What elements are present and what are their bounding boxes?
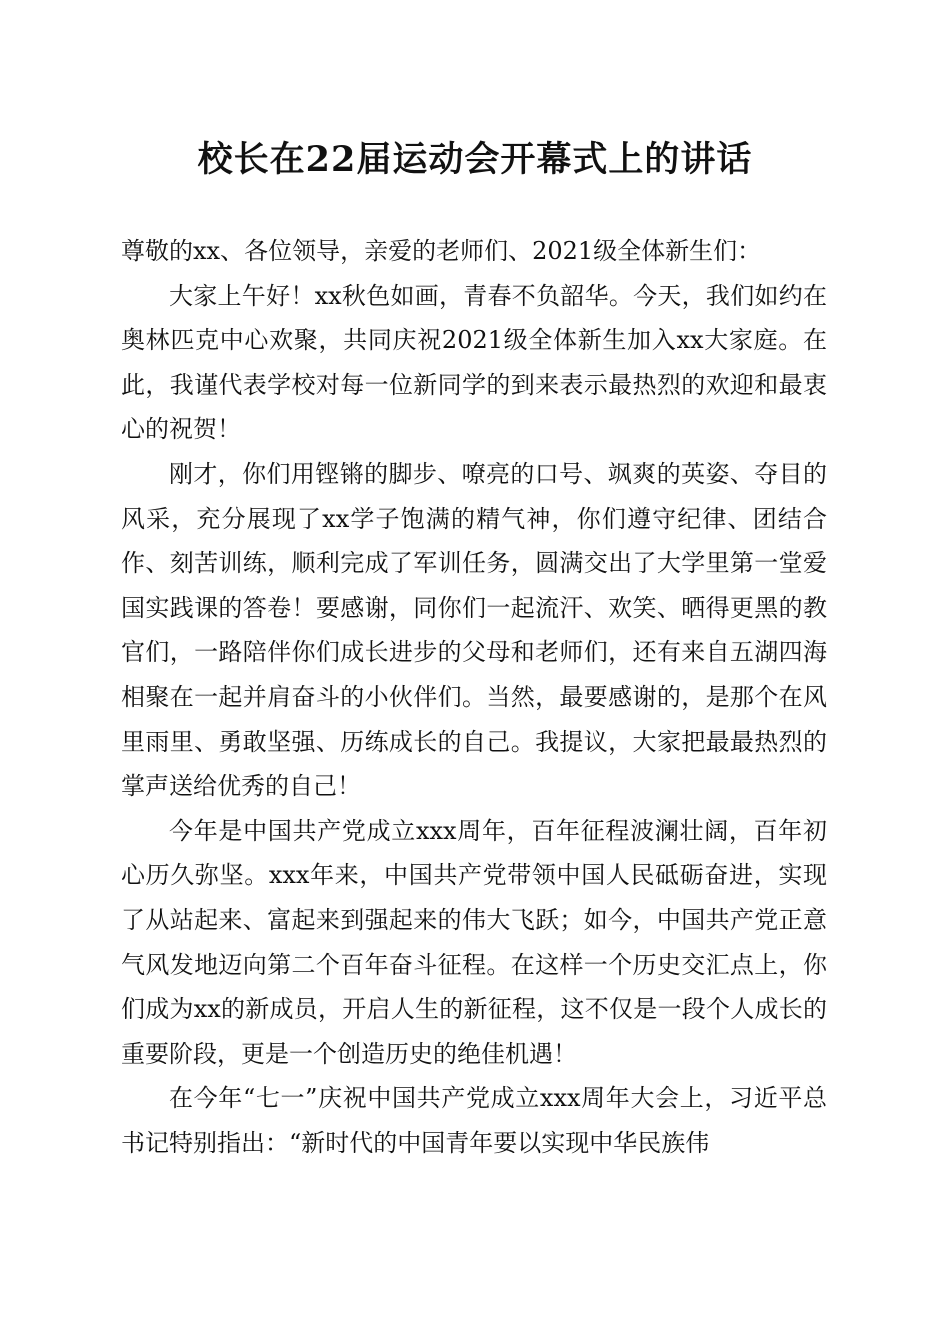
document-title: 校长在22届运动会开幕式上的讲话 xyxy=(197,139,753,180)
paragraph: 刚才，你们用铿锵的脚步、嘹亮的口号、飒爽的英姿、夺目的风采，充分展现了xx学子饱满的精气神，你们遵守纪律、团结合作、刻苦训练，顺利完成了军训任务，圆满交出了大学里第一堂爱国实践课的答卷！要感谢，同你们一起流汗、欢笑、晒得更黑的教官们，一路陪伴你们成长进步的父母和老师们，还有来自五湖四海相聚在一起并肩奋斗的小伙伴们。当然，最要感谢的，是那个在风里雨里、勇敢坚强、历练成长的自己。我提议，大家把最最热烈的掌声送给优秀的自己！ xyxy=(121,459,827,801)
salutation: 尊敬的xx、各位领导，亲爱的老师们、2021级全体新生们： xyxy=(121,237,762,265)
paragraph: 在今年“七一”庆祝中国共产党成立xxx周年大会上，习近平总书记特别指出：“新时代的中国青年要以实现中华民族伟 xyxy=(121,1084,827,1157)
document-body xyxy=(121,229,827,1165)
paragraph: 今年是中国共产党成立xxx周年，百年征程波澜壮阔，百年初心历久弥坚。xxx年来，中国共产党带领中国人民砥砺奋进，实现了从站起来、富起来到强起来的伟大飞跃；如今，中国共产党正意气风发地迈向第二个百年奋斗征程。在这样一个历史交汇点上，你们成为xx的新成员，开启人生的新征程，这不仅是一段个人成长的重要阶段，更是一个创造历史的绝佳机遇！ xyxy=(121,816,827,1068)
paragraph: 大家上午好！xx秋色如画，青春不负韶华。今天，我们如约在奥林匹克中心欢聚，共同庆祝2021级全体新生加入xx大家庭。在此，我谨代表学校对每一位新同学的到来表示最热烈的欢迎和最衷心的祝贺！ xyxy=(121,281,827,444)
